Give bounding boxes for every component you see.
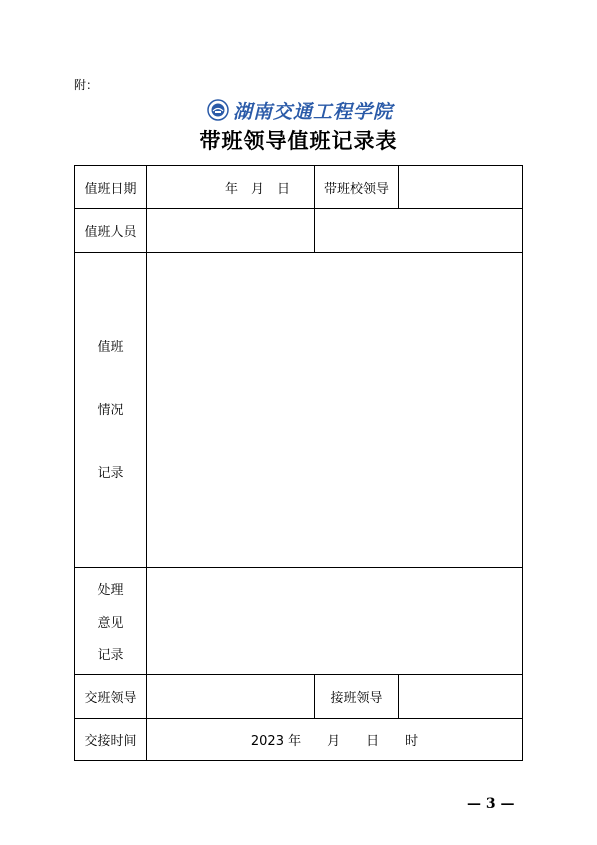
on-duty-leader-label: 带班校领导 bbox=[323, 181, 389, 197]
label-line: 值班 bbox=[97, 340, 124, 355]
duty-date-field[interactable]: 年 月 日 bbox=[225, 181, 291, 197]
handover-time-field[interactable]: 2023 年 月 日 时 bbox=[250, 734, 419, 749]
document-title: 带班领导值班记录表 bbox=[199, 128, 398, 153]
school-emblem-icon bbox=[207, 99, 229, 121]
handling-opinion-label bbox=[75, 579, 146, 663]
handover-time-label: 交接时间 bbox=[84, 734, 137, 749]
duty-record-table bbox=[74, 165, 523, 761]
handling-opinion-field[interactable] bbox=[147, 568, 522, 674]
attachment-label: 附： bbox=[74, 78, 99, 92]
takeover-leader-label: 接班领导 bbox=[330, 691, 383, 706]
label-line: 记录 bbox=[97, 466, 124, 481]
label-line: 情况 bbox=[97, 403, 124, 418]
situation-record-label bbox=[75, 336, 146, 481]
duty-staff-label: 值班人员 bbox=[84, 225, 137, 240]
duty-staff-field-extra[interactable] bbox=[315, 209, 522, 252]
situation-record-field[interactable] bbox=[147, 253, 522, 567]
label-line: 处理 bbox=[97, 583, 124, 598]
school-logo bbox=[207, 97, 393, 123]
on-duty-leader-field[interactable] bbox=[399, 166, 522, 208]
duty-staff-field[interactable] bbox=[147, 209, 314, 252]
handover-leader-label: 交班领导 bbox=[84, 691, 137, 706]
label-line: 意见 bbox=[97, 615, 124, 631]
handover-leader-field[interactable] bbox=[147, 675, 314, 718]
takeover-leader-field[interactable] bbox=[399, 675, 522, 718]
school-name: 湖南交通工程学院 bbox=[233, 100, 394, 123]
duty-date-label: 值班日期 bbox=[84, 181, 137, 197]
label-line: 记录 bbox=[97, 648, 124, 663]
page-number: — 3 — bbox=[467, 796, 515, 812]
